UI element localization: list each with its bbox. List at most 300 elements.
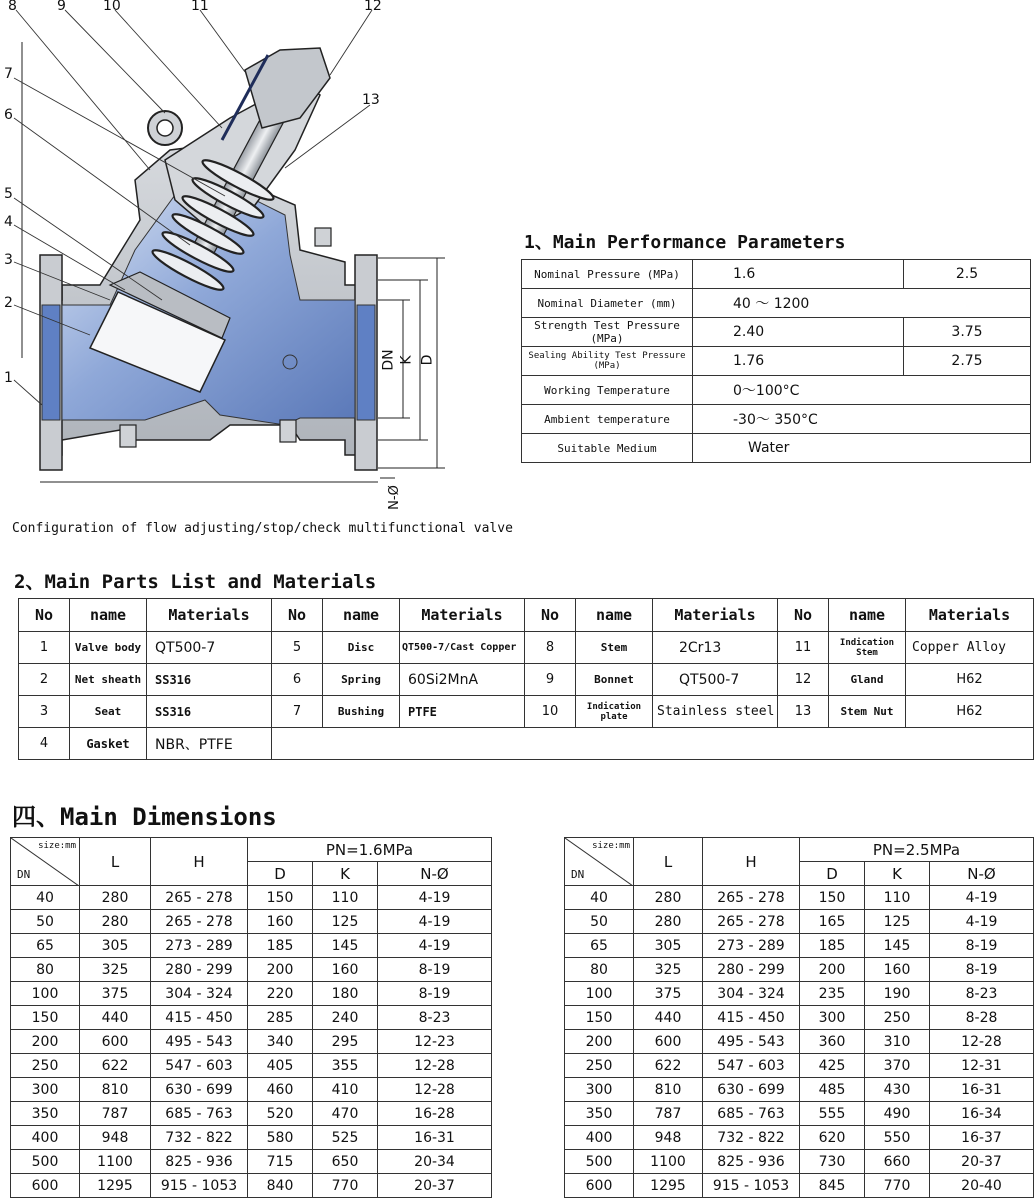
table-row	[565, 1006, 1034, 1030]
dim-cell: 12-23	[378, 1030, 492, 1054]
table-row	[11, 958, 492, 982]
dim-cell: 16-37	[930, 1126, 1034, 1150]
dim-cell: 185	[248, 934, 313, 958]
dim-cell: 425	[800, 1054, 865, 1078]
dim-cell: 770	[865, 1174, 930, 1198]
dim-cell: 240	[313, 1006, 378, 1030]
table-row	[11, 934, 492, 958]
dim-cell: 16-34	[930, 1102, 1034, 1126]
part-name: Net sheath	[70, 664, 147, 696]
part-name: Indication Stem	[829, 632, 906, 664]
param-label: Nominal Diameter (mm)	[522, 289, 693, 318]
dim-cell: 622	[634, 1054, 703, 1078]
dim-cell: 220	[248, 982, 313, 1006]
col-no: No	[19, 599, 70, 632]
corner-cell	[11, 838, 80, 886]
dim-cell: 65	[565, 934, 634, 958]
dim-cell: 100	[11, 982, 80, 1006]
table-row	[19, 728, 1034, 760]
dim-cell: 732 - 822	[703, 1126, 800, 1150]
param-value: 40 ～ 1200	[693, 289, 1031, 318]
callout-6: 6	[4, 107, 13, 123]
dim-cell: 600	[11, 1174, 80, 1198]
dim-cell: 580	[248, 1126, 313, 1150]
part-material: PTFE	[400, 696, 525, 728]
dim-cell: 600	[565, 1174, 634, 1198]
dim-cell: 150	[11, 1006, 80, 1030]
dim-cell: 685 - 763	[703, 1102, 800, 1126]
dim-cell: 12-31	[930, 1054, 1034, 1078]
dim-cell: 825 - 936	[703, 1150, 800, 1174]
dim-cell: 200	[800, 958, 865, 982]
parts-title: 2、Main Parts List and Materials	[14, 571, 377, 593]
dim-cell: 550	[865, 1126, 930, 1150]
dim-cell: 265 - 278	[703, 910, 800, 934]
param-label: Ambient temperature	[522, 405, 693, 434]
dim-cell: 4-19	[378, 886, 492, 910]
corner-dn-label: DN	[17, 868, 31, 881]
empty-cell	[272, 728, 1034, 760]
table-row	[565, 910, 1034, 934]
part-name: Seat	[70, 696, 147, 728]
table-row	[19, 664, 1034, 696]
dim-cell: 825 - 936	[151, 1150, 248, 1174]
dim-label-d: D	[419, 354, 436, 366]
dim-cell: 500	[11, 1150, 80, 1174]
dim-cell: 280	[634, 910, 703, 934]
table-row	[522, 289, 1031, 318]
table-row	[565, 1030, 1034, 1054]
dim-cell: 273 - 289	[151, 934, 248, 958]
table-row	[19, 696, 1034, 728]
dim-cell: 730	[800, 1150, 865, 1174]
table-row	[11, 982, 492, 1006]
col-materials: Materials	[906, 599, 1034, 632]
part-material: 60Si2MnA	[400, 664, 525, 696]
dim-cell: 787	[634, 1102, 703, 1126]
dim-cell: 300	[565, 1078, 634, 1102]
table-row	[11, 1126, 492, 1150]
indication-housing	[245, 48, 330, 128]
part-no: 13	[778, 696, 829, 728]
param-label: Strength Test Pressure (MPa)	[522, 318, 693, 347]
dim-cell: 400	[11, 1126, 80, 1150]
table-row	[19, 632, 1034, 664]
dim-cell: 20-37	[930, 1150, 1034, 1174]
dim-cell: 840	[248, 1174, 313, 1198]
dim-cell: 200	[11, 1030, 80, 1054]
col-name: name	[70, 599, 147, 632]
dim-cell: 375	[80, 982, 151, 1006]
table-row	[11, 1150, 492, 1174]
col-name: name	[576, 599, 653, 632]
dim-cell: 525	[313, 1126, 378, 1150]
dim-cell: 304 - 324	[703, 982, 800, 1006]
dim-cell: 20-37	[378, 1174, 492, 1198]
dim-cell: 547 - 603	[151, 1054, 248, 1078]
dim-cell: 16-31	[378, 1126, 492, 1150]
dim-cell: 460	[248, 1078, 313, 1102]
part-material: SS316	[147, 664, 272, 696]
dim-cell: 20-34	[378, 1150, 492, 1174]
dim-cell: 8-23	[930, 982, 1034, 1006]
dim-cell: 40	[565, 886, 634, 910]
dimensions-table-pn16	[10, 837, 492, 1198]
dim-cell: 305	[80, 934, 151, 958]
table-row	[565, 1102, 1034, 1126]
dim-cell: 280 - 299	[703, 958, 800, 982]
dimensions-title: 四、Main Dimensions	[12, 803, 277, 831]
dim-cell: 415 - 450	[703, 1006, 800, 1030]
dim-cell: 715	[248, 1150, 313, 1174]
performance-title: 1、Main Performance Parameters	[524, 232, 846, 253]
part-name: Spring	[323, 664, 400, 696]
table-header-row	[19, 599, 1034, 632]
table-row	[565, 1078, 1034, 1102]
table-row	[522, 318, 1031, 347]
dim-cell: 845	[800, 1174, 865, 1198]
pressure-header: PN=2.5MPa	[800, 838, 1034, 862]
dim-label-k: K	[398, 355, 415, 365]
col-l: L	[80, 838, 151, 886]
dim-cell: 1295	[634, 1174, 703, 1198]
param-label: Nominal Pressure (MPa)	[522, 260, 693, 289]
callout-11: 11	[191, 0, 209, 14]
dim-cell: 265 - 278	[151, 910, 248, 934]
dim-cell: 80	[565, 958, 634, 982]
param-label: Sealing Ability Test Pressure (MPa)	[522, 347, 693, 376]
dim-cell: 280	[80, 886, 151, 910]
dim-cell: 555	[800, 1102, 865, 1126]
col-name: name	[829, 599, 906, 632]
callout-5: 5	[4, 186, 13, 202]
dim-cell: 110	[865, 886, 930, 910]
pressure-header: PN=1.6MPa	[248, 838, 492, 862]
diagram-caption: Configuration of flow adjusting/stop/check multifunctional valve	[12, 521, 513, 536]
dim-cell: 630 - 699	[703, 1078, 800, 1102]
part-name: Valve body	[70, 632, 147, 664]
dim-cell: 50	[565, 910, 634, 934]
dim-cell: 470	[313, 1102, 378, 1126]
dim-cell: 150	[800, 886, 865, 910]
dim-cell: 250	[11, 1054, 80, 1078]
param-label: Suitable Medium	[522, 434, 693, 463]
dim-cell: 235	[800, 982, 865, 1006]
dim-cell: 4-19	[930, 910, 1034, 934]
dim-cell: 304 - 324	[151, 982, 248, 1006]
dim-cell: 350	[11, 1102, 80, 1126]
table-header-row	[11, 838, 492, 862]
part-material: QT500-7	[653, 664, 778, 696]
dim-cell: 415 - 450	[151, 1006, 248, 1030]
dim-cell: 12-28	[378, 1054, 492, 1078]
dim-cell: 485	[800, 1078, 865, 1102]
part-material: NBR、PTFE	[147, 728, 272, 760]
col-k: K	[313, 862, 378, 886]
dim-cell: 285	[248, 1006, 313, 1030]
dim-cell: 622	[80, 1054, 151, 1078]
param-value: 2.40	[693, 318, 904, 347]
dim-cell: 12-28	[378, 1078, 492, 1102]
dim-cell: 190	[865, 982, 930, 1006]
dim-cell: 8-28	[930, 1006, 1034, 1030]
dim-cell: 65	[11, 934, 80, 958]
dim-cell: 405	[248, 1054, 313, 1078]
part-name: Indication plate	[576, 696, 653, 728]
param-value: Water	[693, 434, 1031, 463]
dim-cell: 620	[800, 1126, 865, 1150]
parts-table	[18, 598, 1034, 760]
dim-cell: 8-19	[930, 958, 1034, 982]
part-material: QT500-7	[147, 632, 272, 664]
table-row	[565, 934, 1034, 958]
param-value: 2.75	[904, 347, 1031, 376]
dim-cell: 265 - 278	[151, 886, 248, 910]
param-value: 2.5	[904, 260, 1031, 289]
dim-cell: 310	[865, 1030, 930, 1054]
part-name: Stem Nut	[829, 696, 906, 728]
dim-cell: 280 - 299	[151, 958, 248, 982]
param-value: -30～ 350°C	[693, 405, 1031, 434]
callout-7: 7	[4, 66, 13, 82]
dim-cell: 360	[800, 1030, 865, 1054]
dim-cell: 50	[11, 910, 80, 934]
corner-size-label: size:mm	[592, 841, 630, 851]
table-row	[11, 1078, 492, 1102]
dim-cell: 20-40	[930, 1174, 1034, 1198]
dim-cell: 547 - 603	[703, 1054, 800, 1078]
dim-cell: 340	[248, 1030, 313, 1054]
corner-cell	[565, 838, 634, 886]
dim-cell: 8-19	[930, 934, 1034, 958]
dim-cell: 200	[565, 1030, 634, 1054]
table-row	[565, 1150, 1034, 1174]
part-name: Bonnet	[576, 664, 653, 696]
dim-cell: 915 - 1053	[703, 1174, 800, 1198]
callout-2: 2	[4, 295, 13, 311]
corner-dn-label: DN	[571, 868, 585, 881]
part-name: Disc	[323, 632, 400, 664]
dim-cell: 8-23	[378, 1006, 492, 1030]
part-material: H62	[906, 696, 1034, 728]
dim-cell: 250	[565, 1054, 634, 1078]
dim-cell: 1295	[80, 1174, 151, 1198]
dim-cell: 1100	[634, 1150, 703, 1174]
dim-cell: 400	[565, 1126, 634, 1150]
dim-cell: 600	[634, 1030, 703, 1054]
dim-cell: 440	[80, 1006, 151, 1030]
dim-cell: 160	[248, 910, 313, 934]
table-row	[11, 1006, 492, 1030]
dim-cell: 410	[313, 1078, 378, 1102]
callout-12: 12	[364, 0, 382, 14]
dim-cell: 375	[634, 982, 703, 1006]
part-material: Copper Alloy	[906, 632, 1034, 664]
dim-cell: 948	[634, 1126, 703, 1150]
table-row	[11, 1102, 492, 1126]
dim-cell: 125	[865, 910, 930, 934]
col-h: H	[151, 838, 248, 886]
dim-cell: 300	[800, 1006, 865, 1030]
dim-cell: 80	[11, 958, 80, 982]
col-k: K	[865, 862, 930, 886]
col-h: H	[703, 838, 800, 886]
table-row	[11, 886, 492, 910]
dim-cell: 40	[11, 886, 80, 910]
dim-cell: 810	[634, 1078, 703, 1102]
table-row	[522, 434, 1031, 463]
dim-cell: 810	[80, 1078, 151, 1102]
part-name: Gland	[829, 664, 906, 696]
col-n: N-Ø	[378, 862, 492, 886]
part-no: 8	[525, 632, 576, 664]
dim-cell: 305	[634, 934, 703, 958]
part-material: H62	[906, 664, 1034, 696]
table-row	[565, 982, 1034, 1006]
callout-4: 4	[4, 214, 13, 230]
dim-cell: 250	[865, 1006, 930, 1030]
dim-cell: 440	[634, 1006, 703, 1030]
dim-cell: 355	[313, 1054, 378, 1078]
dim-cell: 915 - 1053	[151, 1174, 248, 1198]
param-value: 3.75	[904, 318, 1031, 347]
dim-cell: 4-19	[930, 886, 1034, 910]
dim-cell: 100	[565, 982, 634, 1006]
callout-3: 3	[4, 252, 13, 268]
dim-cell: 770	[313, 1174, 378, 1198]
dim-cell: 325	[80, 958, 151, 982]
dim-cell: 495 - 543	[151, 1030, 248, 1054]
dim-cell: 110	[313, 886, 378, 910]
dim-cell: 370	[865, 1054, 930, 1078]
dim-cell: 280	[80, 910, 151, 934]
table-row	[11, 910, 492, 934]
callout-9: 9	[57, 0, 66, 14]
dim-cell: 4-19	[378, 910, 492, 934]
dim-cell: 520	[248, 1102, 313, 1126]
dim-cell: 265 - 278	[703, 886, 800, 910]
dim-cell: 16-28	[378, 1102, 492, 1126]
part-material: QT500-7/Cast Copper	[400, 632, 525, 664]
dimensions-table-pn25	[564, 837, 1034, 1198]
table-row	[565, 1174, 1034, 1198]
part-material: Stainless steel	[653, 696, 778, 728]
dim-cell: 295	[313, 1030, 378, 1054]
col-n: N-Ø	[930, 862, 1034, 886]
dim-label-n: N-Ø	[386, 485, 402, 510]
dim-cell: 4-19	[378, 934, 492, 958]
col-d: D	[248, 862, 313, 886]
dim-cell: 145	[865, 934, 930, 958]
dim-cell: 150	[565, 1006, 634, 1030]
dim-cell: 165	[800, 910, 865, 934]
dim-cell: 150	[248, 886, 313, 910]
dim-cell: 660	[865, 1150, 930, 1174]
dim-cell: 732 - 822	[151, 1126, 248, 1150]
table-row	[565, 958, 1034, 982]
dim-cell: 787	[80, 1102, 151, 1126]
dim-cell: 8-19	[378, 958, 492, 982]
dim-cell: 430	[865, 1078, 930, 1102]
param-value: 1.6	[693, 260, 904, 289]
part-no: 12	[778, 664, 829, 696]
dim-cell: 300	[11, 1078, 80, 1102]
part-no: 7	[272, 696, 323, 728]
table-row	[11, 1174, 492, 1198]
param-label: Working Temperature	[522, 376, 693, 405]
col-no: No	[525, 599, 576, 632]
dim-cell: 500	[565, 1150, 634, 1174]
dim-cell: 160	[313, 958, 378, 982]
dim-cell: 145	[313, 934, 378, 958]
table-row	[522, 405, 1031, 434]
dim-cell: 630 - 699	[151, 1078, 248, 1102]
part-name: Stem	[576, 632, 653, 664]
dim-cell: 16-31	[930, 1078, 1034, 1102]
col-no: No	[778, 599, 829, 632]
col-name: name	[323, 599, 400, 632]
table-row	[565, 1126, 1034, 1150]
dim-cell: 185	[800, 934, 865, 958]
dim-cell: 180	[313, 982, 378, 1006]
table-header-row	[565, 838, 1034, 862]
dim-cell: 350	[565, 1102, 634, 1126]
part-material: SS316	[147, 696, 272, 728]
valve-cross-section-diagram	[0, 0, 500, 510]
dim-cell: 200	[248, 958, 313, 982]
dim-cell: 160	[865, 958, 930, 982]
dim-cell: 273 - 289	[703, 934, 800, 958]
dim-cell: 1100	[80, 1150, 151, 1174]
part-no: 3	[19, 696, 70, 728]
callout-1: 1	[4, 370, 13, 386]
table-row	[565, 1054, 1034, 1078]
part-no: 1	[19, 632, 70, 664]
part-no: 9	[525, 664, 576, 696]
part-no: 2	[19, 664, 70, 696]
table-row	[522, 347, 1031, 376]
table-row	[11, 1054, 492, 1078]
col-no: No	[272, 599, 323, 632]
dim-cell: 495 - 543	[703, 1030, 800, 1054]
col-l: L	[634, 838, 703, 886]
dim-cell: 12-28	[930, 1030, 1034, 1054]
dim-cell: 280	[634, 886, 703, 910]
table-row	[565, 886, 1034, 910]
performance-table	[521, 259, 1031, 463]
table-row	[522, 260, 1031, 289]
corner-size-label: size:mm	[38, 841, 76, 851]
part-name: Gasket	[70, 728, 147, 760]
param-value: 1.76	[693, 347, 904, 376]
part-no: 4	[19, 728, 70, 760]
part-no: 5	[272, 632, 323, 664]
dim-cell: 650	[313, 1150, 378, 1174]
callout-13: 13	[362, 92, 380, 108]
dim-cell: 685 - 763	[151, 1102, 248, 1126]
callout-8: 8	[8, 0, 17, 14]
part-no: 6	[272, 664, 323, 696]
part-name: Bushing	[323, 696, 400, 728]
col-materials: Materials	[653, 599, 778, 632]
col-materials: Materials	[400, 599, 525, 632]
callout-10: 10	[103, 0, 121, 14]
col-materials: Materials	[147, 599, 272, 632]
dim-cell: 8-19	[378, 982, 492, 1006]
dim-label-dn: DN	[380, 349, 397, 371]
part-material: 2Cr13	[653, 632, 778, 664]
col-d: D	[800, 862, 865, 886]
